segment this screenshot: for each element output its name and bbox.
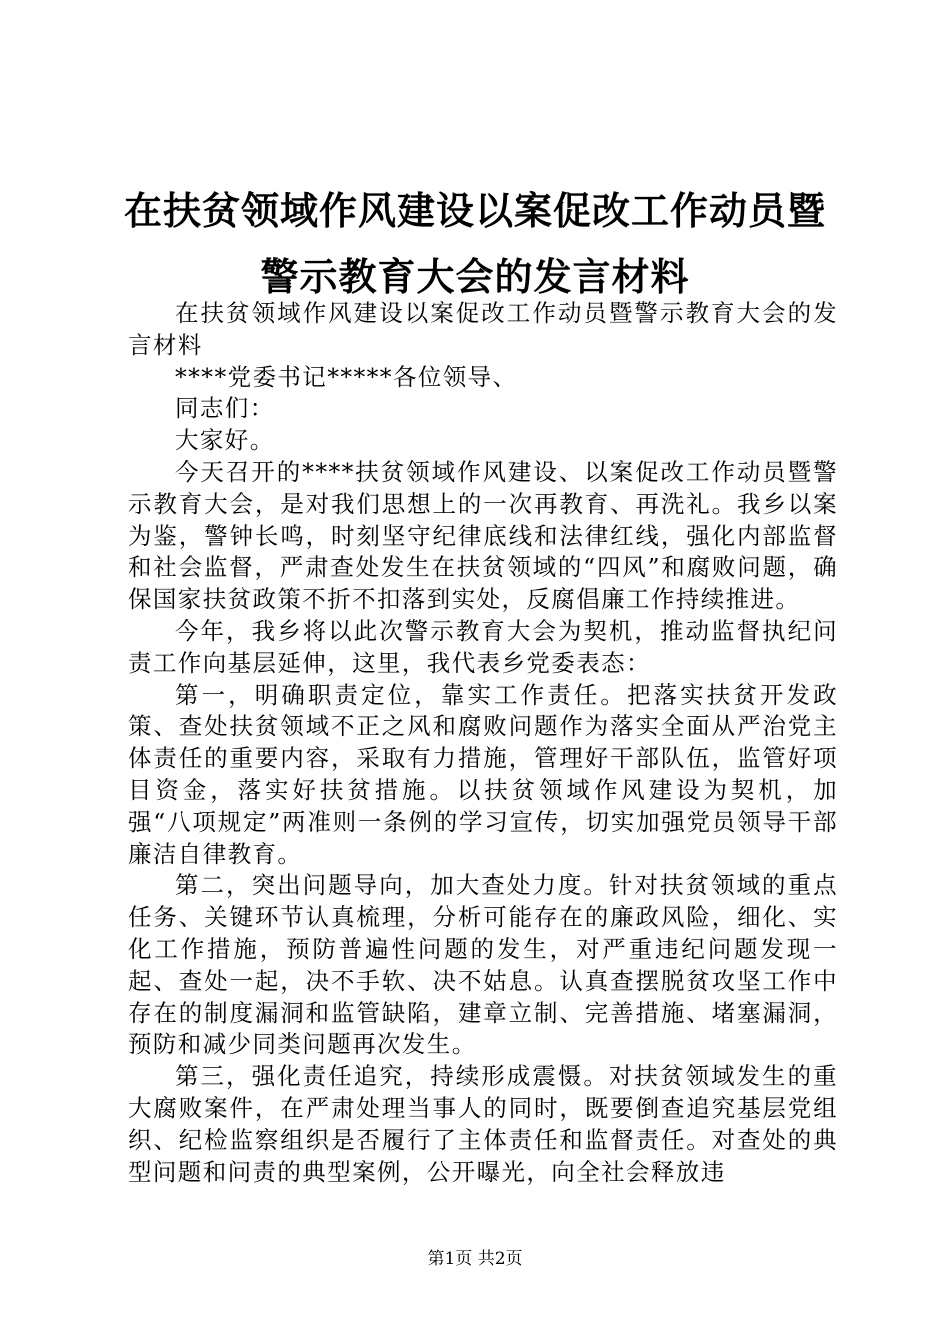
body-paragraph: 今年，我乡将以此次警示教育大会为契机，推动监督执纪问责工作向基层延伸，这里，我代表乡党委表态： xyxy=(128,616,838,677)
document-title: 在扶贫领域作风建设以案促改工作动员暨警示教育大会的发言材料 xyxy=(123,189,826,299)
body-paragraph: 今天召开的****扶贫领域作风建设、以案促改工作动员暨警示教育大会，是对我们思想上的一次再教育、再洗礼。我乡以案为鉴，警钟长鸣，时刻坚守纪律底线和法律红线，强化内部监督和社会监督，严肃查处发生在扶贫领域的“四风”和腐败问题，确保国家扶贫政策不折不扣落到实处，反腐倡廉工作持续推进。 xyxy=(128,457,838,614)
document-body xyxy=(128,298,838,1188)
greeting-line: 同志们： xyxy=(175,394,275,423)
body-paragraph: 第一，明确职责定位，靠实工作责任。把落实扶贫开发政策、查处扶贫领域不正之风和腐败问题作为落实全面从严治党主体责任的重要内容，采取有力措施，管理好干部队伍，监管好项目资金，落实好扶贫措施。以扶贫领域作风建设为契机，加强“八项规定”两准则一条例的学习宣传，切实加强党员领导干部廉洁自律教育。 xyxy=(128,680,838,868)
body-paragraph: 第二，突出问题导向，加大查处力度。针对扶贫领域的重点任务、关键环节认真梳理，分析可能存在的廉政风险，细化、实化工作措施，预防普遍性问题的发生，对严重违纪问题发现一起、查处一起，决不手软、决不姑息。认真查摆脱贫攻坚工作中存在的制度漏洞和监管缺陷，建章立制、完善措施、堵塞漏洞，预防和减少同类问题再次发生。 xyxy=(128,871,838,1059)
speaker-line: ****党委书记*****各位领导、 xyxy=(175,362,518,391)
page-footer: 第1页 共2页 xyxy=(427,1249,523,1269)
salutation-line: 大家好。 xyxy=(175,426,275,455)
subtitle-paragraph: 在扶贫领域作风建设以案促改工作动员暨警示教育大会的发言材料 xyxy=(128,299,838,359)
body-paragraph: 第三，强化责任追究，持续形成震慑。对扶贫领域发生的重大腐败案件，在严肃处理当事人的同时，既要倒查追究基层党组织、纪检监察组织是否履行了主体责任和监督责任。对查处的典型问题和问责的典型案例，公开曝光，向全社会释放违 xyxy=(128,1062,838,1186)
